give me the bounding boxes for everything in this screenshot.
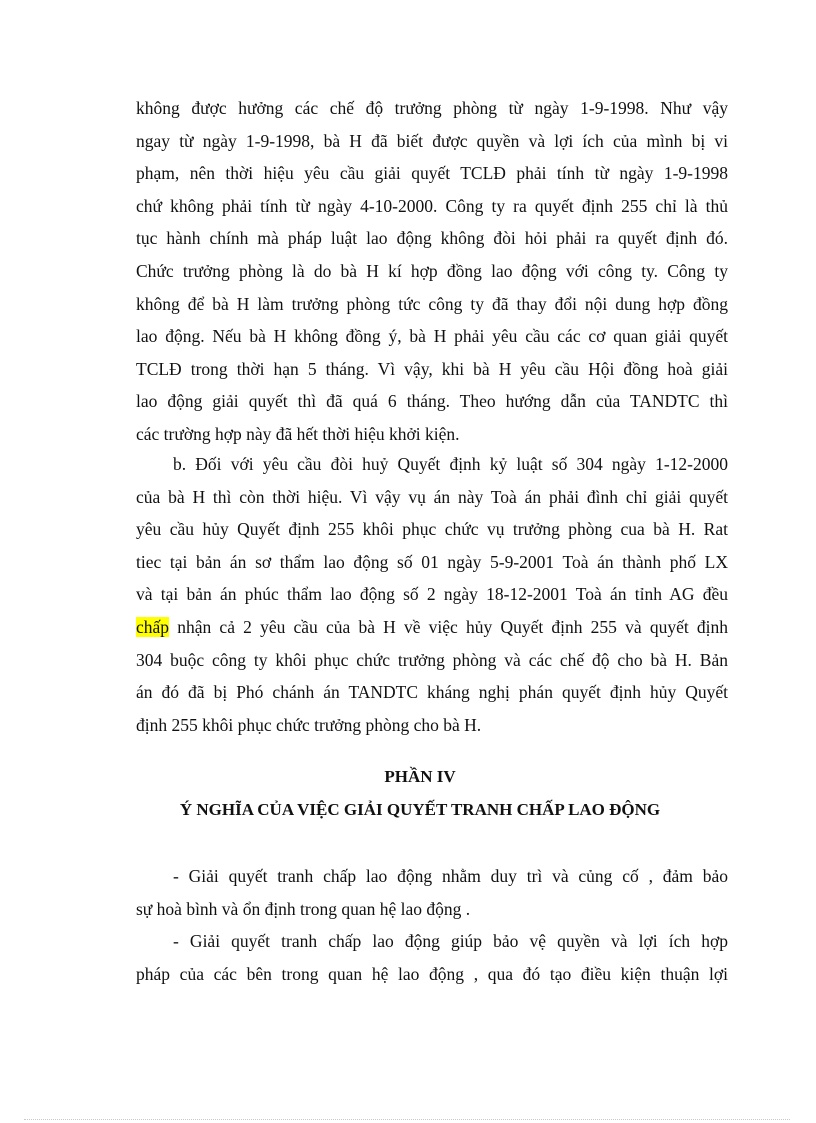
text-line: tục hành chính mà pháp luật lao động không đòi hỏi phải ra quyết định đó. (136, 228, 728, 249)
text-line-highlighted (136, 611, 728, 644)
text-line: sự hoà bình và ổn định trong quan hệ lao động . (136, 898, 471, 919)
text-line: 304 buộc công ty khôi phục chức trưởng phòng và các chế độ cho bà H. Bản (136, 649, 728, 670)
text-line: lao động. Nếu bà H không đồng ý, bà H phải yêu cầu các cơ quan giải quyết (136, 326, 728, 347)
text-line: định 255 khôi phục chức trưởng phòng cho bà H. (136, 714, 482, 735)
text-line: yêu cầu hủy Quyết định 255 khôi phục chức vụ trưởng phòng cua bà H. Rat (136, 519, 728, 540)
text-line: TCLĐ trong thời hạn 5 tháng. Vì vậy, khi bà H yêu cầu Hội đồng hoà giải (136, 358, 728, 379)
text-line: chứ không phải tính từ ngày 4-10-2000. Công ty ra quyết định 255 chỉ là thủ (136, 195, 728, 216)
text-line-rest: nhận cả 2 yêu cầu của bà H về việc hủy Quyết định 255 và quyết định (169, 616, 728, 637)
text-line: lao động giải quyết thì đã quá 6 tháng. Theo hướng dẫn của TANDTC thì (136, 391, 728, 412)
text-line: của bà H thì còn thời hiệu. Vì vậy vụ án này Toà án phải đình chỉ giải quyết (136, 486, 728, 507)
text-line: các trường hợp này đã hết thời hiệu khởi kiện. (136, 423, 460, 444)
text-line: không để bà H làm trưởng phòng tức công ty đã thay đổi nội dung hợp đồng (136, 293, 728, 314)
highlighted-word: chấp (136, 616, 170, 637)
paragraph-bullet-rights (136, 925, 728, 990)
paragraph-decision-304 (136, 448, 728, 741)
paragraph-prescription-analysis (136, 92, 728, 451)
text-line: và tại bản án phúc thẩm lao động số 2 ngày 18-12-2001 Toà án tỉnh AG đều (136, 584, 728, 605)
text-line: - Giải quyết tranh chấp lao động giúp bảo vệ quyền và lợi ích hợp (173, 931, 728, 951)
text-line: Chức trưởng phòng là do bà H kí hợp đồng lao động với công ty. Công ty (136, 260, 728, 281)
paragraph-bullet-stability (136, 860, 728, 925)
page-bottom-border (24, 1119, 790, 1120)
text-line: b. Đối với yêu cầu đòi huỷ Quyết định kỷ luật số 304 ngày 1-12-2000 (173, 454, 728, 474)
text-line: pháp của các bên trong quan hệ lao động , qua đó tạo điều kiện thuận lợi (136, 963, 728, 984)
text-line: tiec tại bản án sơ thẩm lao động số 01 ngày 5-9-2001 Toà án thành phố LX (136, 551, 728, 572)
text-line: án đó đã bị Phó chánh án TANDTC kháng nghị phán quyết định hủy Quyết (136, 682, 728, 703)
text-line: - Giải quyết tranh chấp lao động nhằm duy trì và củng cố , đảm bảo (173, 866, 728, 886)
section-heading-title: Ý NGHĨA CỦA VIỆC GIẢI QUYẾT TRANH CHẤP LAO ĐỘNG (179, 800, 661, 819)
text-line: không được hưởng các chế độ trưởng phòng từ ngày 1-9-1998. Như vậy (136, 98, 728, 118)
text-line: ngay từ ngày 1-9-1998, bà H đã biết được quyền và lợi ích của mình bị vi (136, 130, 728, 151)
text-line: phạm, nên thời hiệu yêu cầu giải quyết TCLĐ phải tính từ ngày 1-9-1998 (136, 163, 728, 184)
section-heading-number: PHẦN IV (384, 767, 456, 786)
